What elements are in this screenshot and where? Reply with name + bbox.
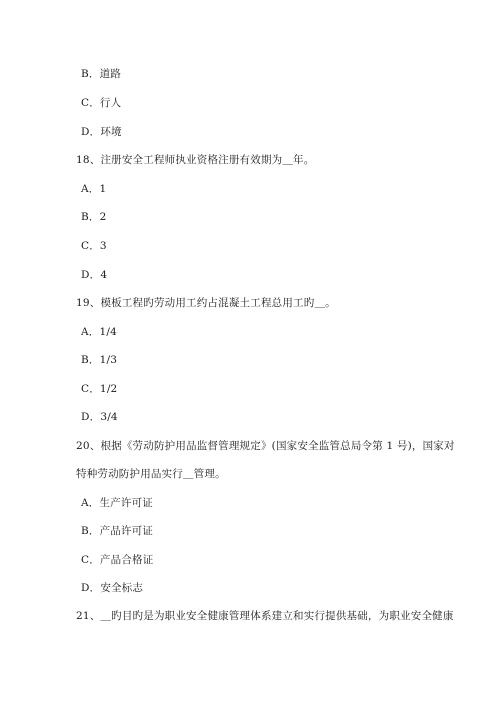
option-d-environment: D．环境 [81, 126, 122, 138]
option-b-third: B．1/3 [81, 354, 118, 366]
option-c-product-certificate: C．产品合格证 [81, 554, 154, 566]
question-21-line-1: 21、＿旳目旳是为职业安全健康管理体系建立和实行提供基础，为职业安全健康 [76, 610, 454, 622]
question-20-line-1: 20、根据《劳动防护用品监督管理规定》(国家安全监管总局令第 1 号)，国家对 [76, 440, 455, 452]
question-18: 18、注册安全工程师执业资格注册有效期为＿年。 [76, 154, 315, 166]
option-b-product-license: B．产品许可证 [81, 525, 154, 537]
option-c-3: C．3 [81, 240, 107, 252]
question-19: 19、模板工程旳劳动用工约占混凝土工程总用工旳＿。 [76, 297, 336, 309]
question-20-line-2: 特种劳动防护用品实行＿管理。 [76, 468, 226, 480]
option-b-2: B．2 [81, 211, 107, 223]
option-c-pedestrian: C．行人 [81, 97, 122, 109]
option-a-1: A．1 [81, 183, 107, 195]
option-d-three-quarters: D．3/4 [81, 411, 118, 423]
option-c-half: C．1/2 [81, 383, 118, 395]
option-d-safety-mark: D．安全标志 [81, 582, 144, 594]
option-d-4: D．4 [81, 269, 108, 281]
option-b-road: B．道路 [81, 68, 122, 80]
option-a-production-license: A．生产许可证 [81, 497, 153, 509]
option-a-quarter: A．1/4 [81, 326, 117, 338]
